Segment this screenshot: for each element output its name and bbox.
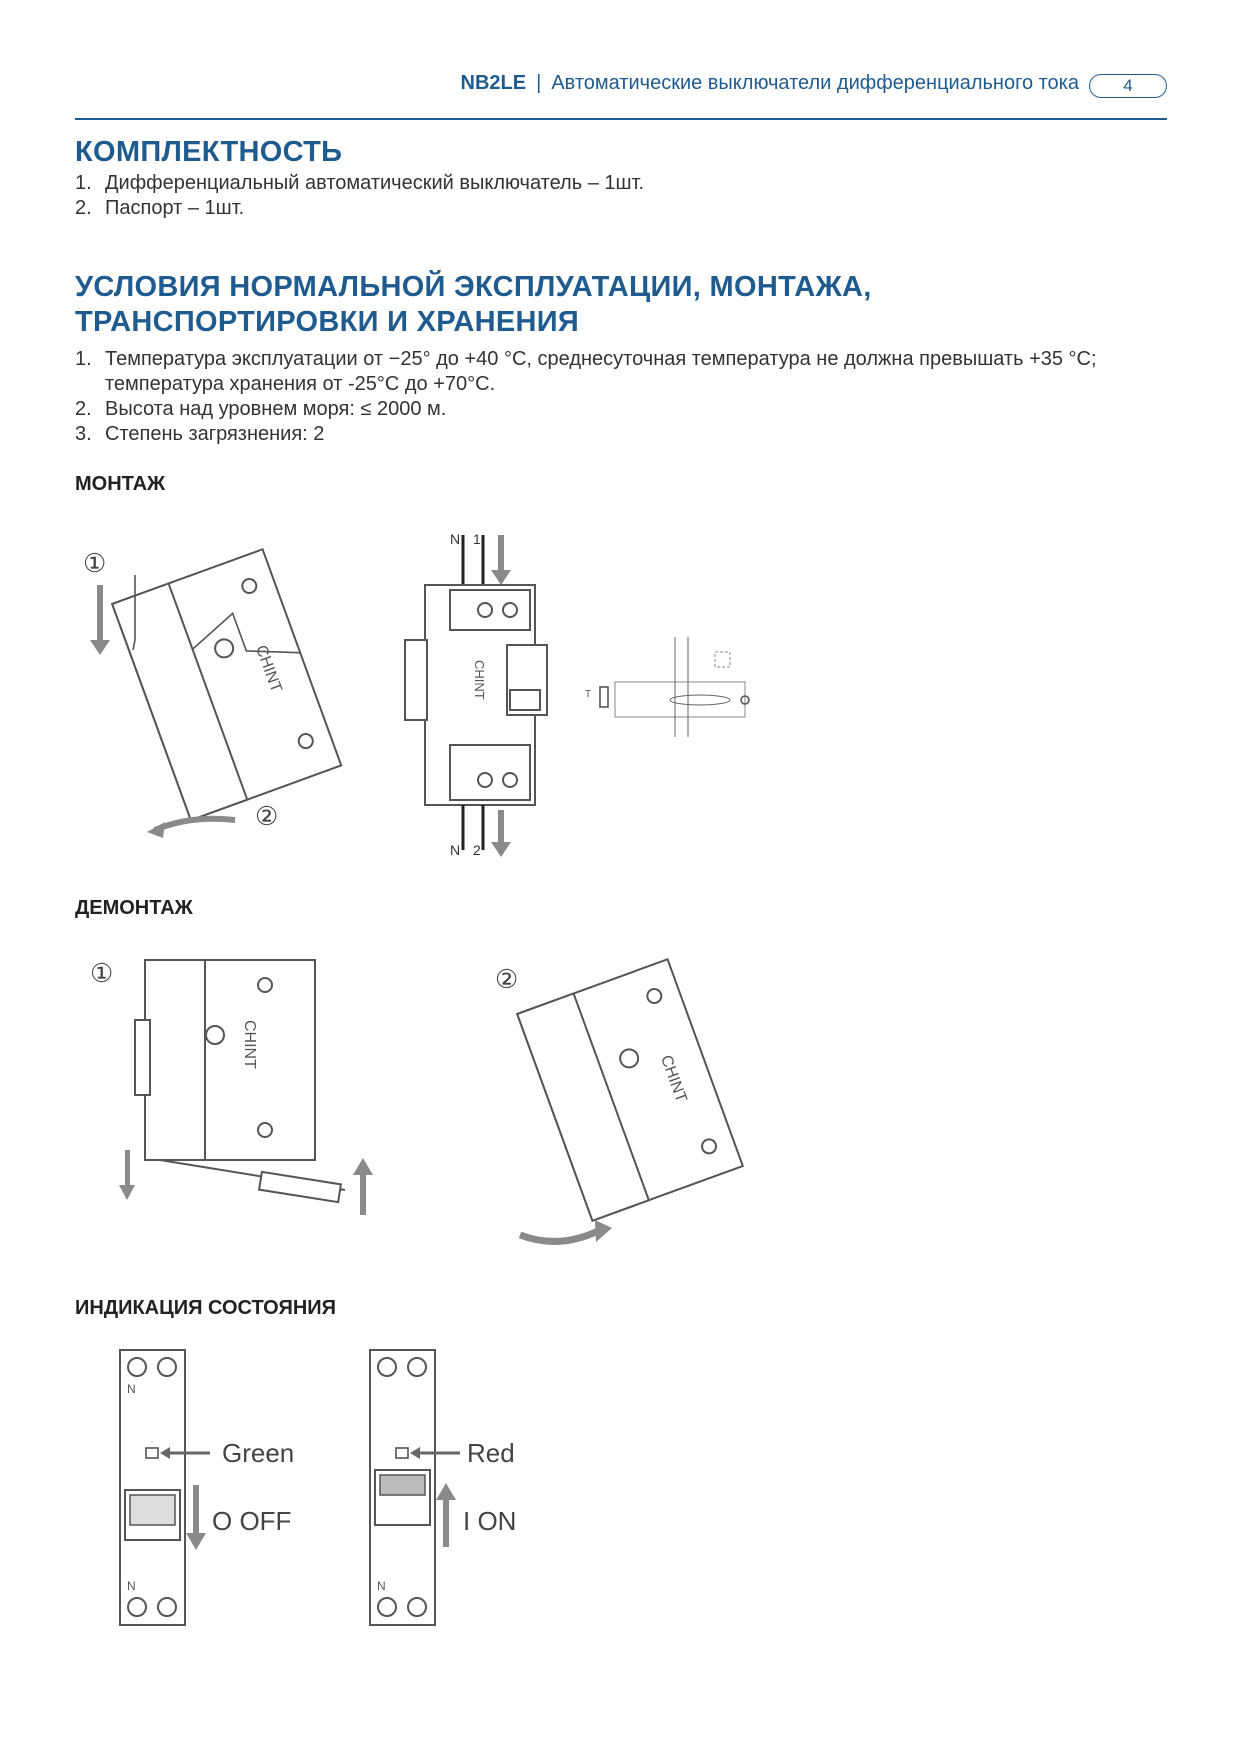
header-text: [461, 72, 1079, 95]
dismounting-step-1-illustration: [85, 950, 385, 1240]
arrow-down-icon: [498, 810, 504, 845]
dismounting-step-2-illustration: [490, 950, 770, 1250]
wire-n-top: N: [450, 531, 461, 547]
step-1-label: ①: [90, 958, 114, 988]
state-label: O OFF: [212, 1506, 292, 1536]
wire-1-top: 1: [473, 531, 481, 547]
mounting-step-illustration: [75, 530, 355, 840]
rotate-arrow-icon: [520, 1230, 600, 1241]
terminal-n-label: N: [377, 1579, 386, 1593]
arrow-up-icon: [443, 1495, 449, 1547]
arrow-down-icon: [193, 1485, 199, 1535]
step-2-label: ②: [255, 801, 279, 831]
arrow-down-icon: [97, 585, 103, 645]
arrow-down-icon: [125, 1150, 130, 1190]
page-number: 4: [1089, 74, 1167, 98]
screwdriver-icon: [259, 1172, 341, 1202]
indicator-color-label: Red: [467, 1438, 515, 1468]
page-header: [75, 72, 1167, 102]
schematic-t-label: T: [585, 689, 592, 700]
rotate-arrow-icon: [155, 819, 235, 830]
contents-heading: КОМПЛЕКТНОСТЬ: [75, 136, 343, 168]
circuit-schematic: [580, 632, 770, 742]
brand-label: CHINT: [656, 1053, 690, 1105]
mounting-heading: МОНТАЖ: [75, 473, 166, 495]
list-item: 1. Дифференциальный автоматический выключатель – 1шт.: [75, 172, 645, 194]
indicator-color-label: Green: [222, 1438, 295, 1468]
brand-label: CHINT: [251, 643, 285, 695]
list-item: 2. Паспорт – 1шт.: [75, 197, 245, 219]
header-title: Автоматические выключатели дифференциального тока: [551, 72, 1079, 94]
arrow-up-icon: [360, 1170, 366, 1215]
terminal-n-label: N: [127, 1382, 136, 1396]
wire-n-bottom: N: [450, 842, 461, 858]
contents-list: [75, 171, 1175, 221]
header-separator: |: [536, 72, 542, 94]
arrow-down-icon: [498, 535, 504, 575]
header-divider: [75, 118, 1167, 120]
terminal-n-label: N: [127, 1579, 136, 1593]
brand-label: CHINT: [472, 660, 487, 700]
conditions-heading: УСЛОВИЯ НОРМАЛЬНОЙ ЭКСПЛУАТАЦИИ, МОНТАЖА, ТРАНСПОРТИРОВКИ И ХРАНЕНИЯ: [75, 271, 872, 338]
wire-2-bottom: 2: [473, 842, 481, 858]
step-2-label: ②: [495, 964, 519, 994]
dismounting-heading: ДЕМОНТАЖ: [75, 897, 193, 919]
list-item: 1. Температура эксплуатации от −25° до +40 °С, среднесуточная температура не должна превышать +35 °С; температура хранения от -25°С до +70°С.: [75, 348, 1097, 395]
state-label: I ON: [463, 1506, 517, 1536]
list-item: 3. Степень загрязнения: 2: [75, 423, 325, 445]
step-1-label: ①: [83, 548, 107, 578]
indication-heading: ИНДИКАЦИЯ СОСТОЯНИЯ: [75, 1297, 337, 1319]
brand-label: CHINT: [241, 1020, 258, 1069]
indication-on-illustration: [365, 1345, 675, 1630]
list-item: 2. Высота над уровнем моря: ≤ 2000 м.: [75, 398, 447, 420]
header-product: NB2LE: [460, 72, 527, 94]
conditions-list: [75, 347, 1175, 447]
mounting-front-view: [395, 530, 565, 860]
